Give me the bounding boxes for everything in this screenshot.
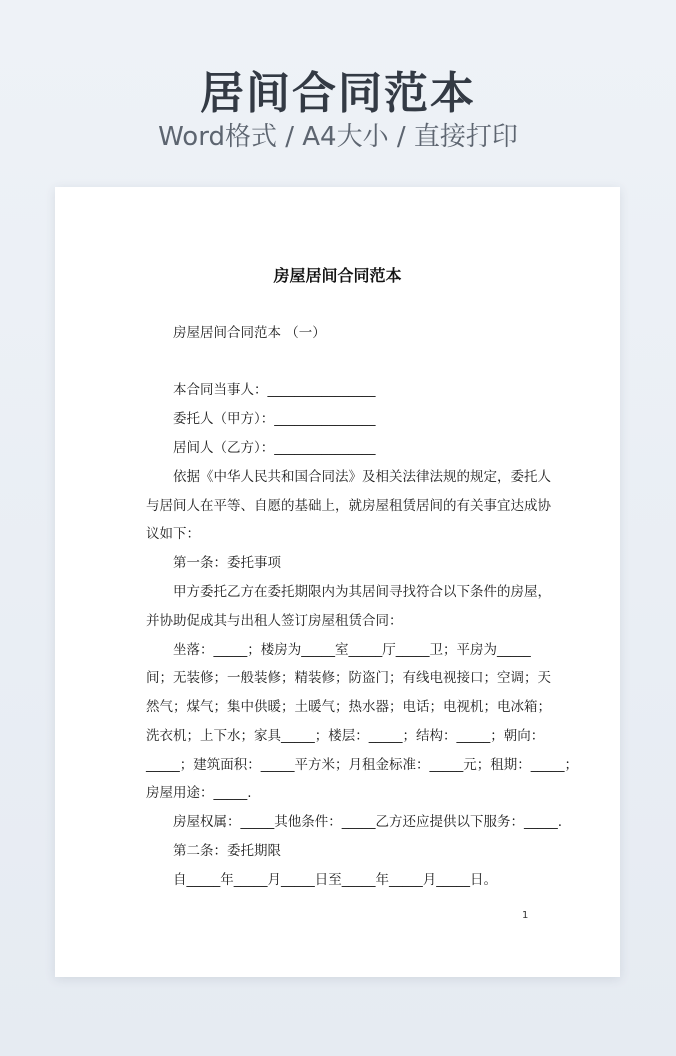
document-title: 房屋居间合同范本 — [273, 266, 402, 285]
party-line: 委托人（甲方）：_______________ — [173, 411, 376, 427]
paragraph-line: 房屋权属：_____其他条件：_____乙方还应提供以下服务：_____. — [173, 814, 563, 830]
party-line: 本合同当事人：________________ — [173, 382, 376, 398]
paragraph-line: 与居间人在平等、自愿的基础上，就房屋租赁居间的有关事宜达成协 — [146, 498, 551, 514]
paragraph-line: 洗衣机；上下水；家具_____；楼层：_____；结构：_____；朝向： — [146, 728, 545, 744]
banner-subtitle: Word格式 / A4大小 / 直接打印 — [158, 122, 518, 152]
clause-heading: 第一条：委托事项 — [173, 555, 281, 571]
paragraph-line: 房屋用途：_____. — [146, 785, 252, 801]
page-number: 1 — [522, 910, 529, 921]
banner-title: 居间合同范本 — [200, 68, 476, 119]
paragraph-line: 议如下： — [146, 526, 200, 542]
clause-heading: 第二条：委托期限 — [173, 843, 281, 859]
paragraph-line: 坐落：_____；楼房为_____室_____厅_____卫；平房为_____ — [173, 642, 531, 658]
paragraph-line: 并协助促成其与出租人签订房屋租赁合同： — [146, 613, 403, 629]
paragraph-line: _____；建筑面积：_____平方米；月租金标准：_____元；租期：_____； — [146, 757, 578, 773]
paragraph-line: 间；无装修；一般装修；精装修；防盗门；有线电视接口；空调；天 — [146, 670, 551, 686]
paragraph-line: 甲方委托乙方在委托期限内为其居间寻找符合以下条件的房屋， — [173, 584, 551, 600]
paragraph-line: 依据《中华人民共和国合同法》及相关法律法规的规定，委托人 — [173, 469, 551, 485]
party-line: 居间人（乙方）：_______________ — [173, 440, 376, 456]
section-heading: 房屋居间合同范本 （一） — [173, 325, 326, 341]
document-page — [55, 187, 620, 977]
paragraph-line: 然气；煤气；集中供暖；土暖气；热水器；电话；电视机；电冰箱； — [146, 699, 551, 715]
paragraph-line: 自_____年_____月_____日至_____年_____月_____日。 — [173, 872, 497, 888]
